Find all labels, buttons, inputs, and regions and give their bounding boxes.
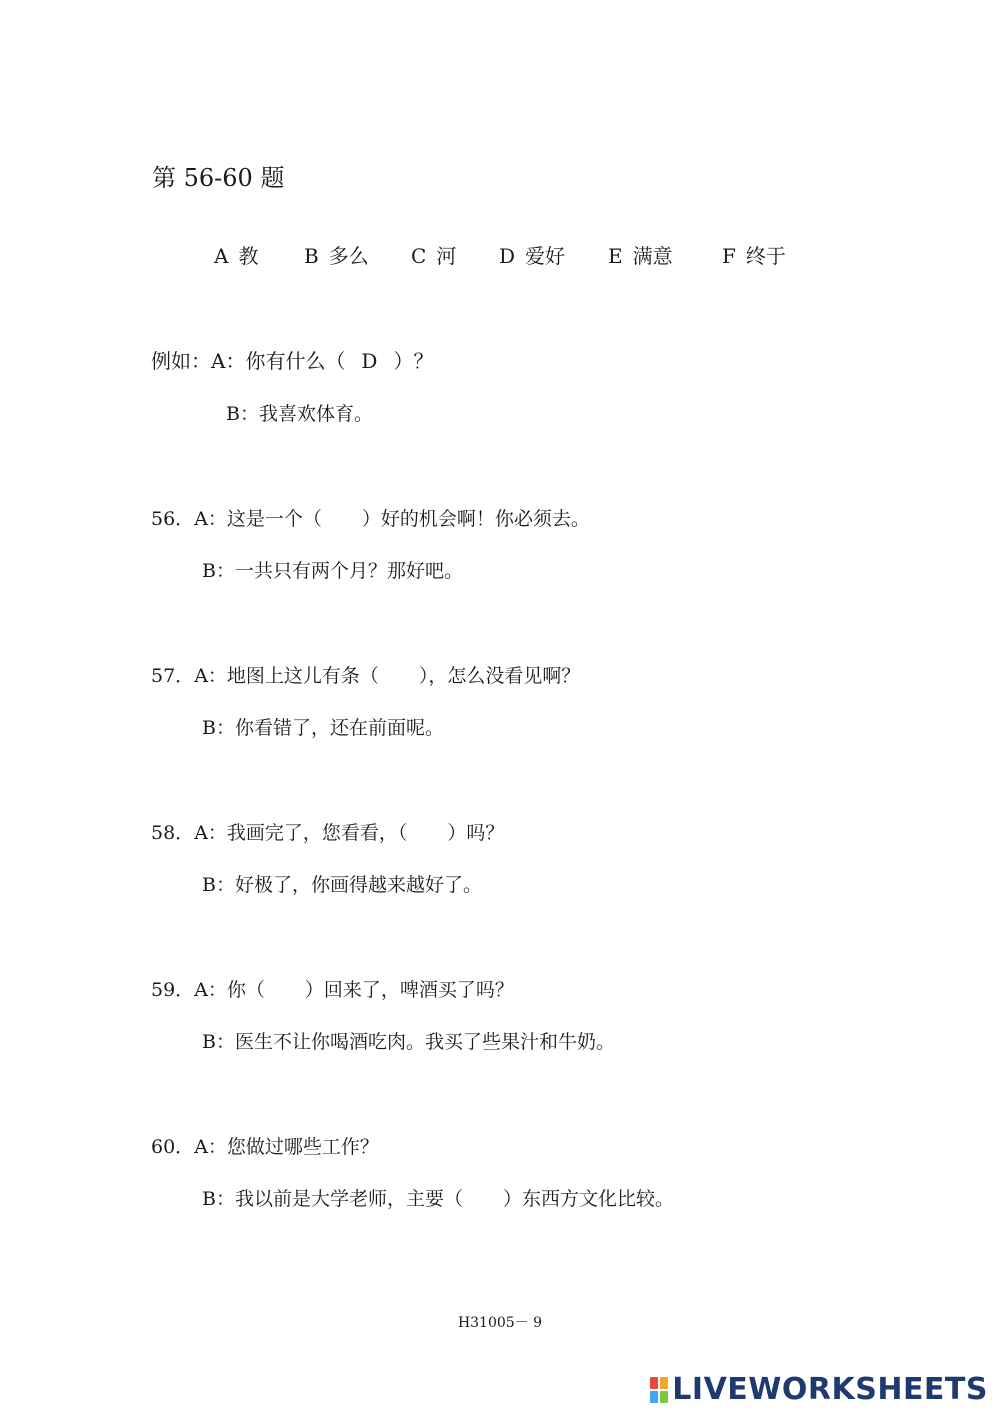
option-word: 河: [436, 244, 457, 268]
option-letter: F: [722, 244, 736, 268]
question-a-pre: A：您做过哪些工作？: [194, 1136, 379, 1158]
question-a-pre: A：地图上这儿有条（: [194, 665, 379, 687]
option-f: [722, 240, 786, 269]
brand-logo[interactable]: [650, 1372, 988, 1407]
question-a-pre: A：这是一个（: [194, 508, 322, 530]
question-number: 59．: [151, 979, 195, 1001]
liveworksheets-logo-icon: [650, 1377, 668, 1403]
question-56-line-a: [151, 504, 590, 531]
option-e: [608, 240, 673, 269]
question-a-post: ）吗？: [447, 822, 505, 844]
logo-block: [660, 1391, 668, 1403]
option-word: 终于: [745, 244, 786, 268]
question-57-line-b: B：你看错了，还在前面呢。: [202, 717, 444, 739]
option-word: 爱好: [525, 244, 566, 268]
question-a-pre: A：你（: [194, 979, 265, 1001]
logo-block: [650, 1377, 658, 1389]
question-number: 60．: [151, 1136, 195, 1158]
option-c: [411, 240, 456, 269]
example-answer: D: [361, 349, 378, 373]
question-a-post: ）回来了，啤酒买了吗？: [304, 979, 514, 1001]
question-59-line-b: B：医生不让你喝酒吃肉。我买了些果汁和牛奶。: [202, 1031, 615, 1053]
question-a-pre: A：我画完了，您看看，（: [194, 822, 408, 844]
option-word: 满意: [632, 244, 673, 268]
question-56-line-b: B：一共只有两个月？那好吧。: [202, 560, 463, 582]
question-58-line-b: B：好极了，你画得越来越好了。: [202, 874, 482, 896]
option-b: [304, 240, 369, 269]
option-letter: E: [608, 244, 623, 268]
logo-block: [650, 1391, 658, 1403]
page-footer: H31005－ 9: [457, 1315, 543, 1331]
example-prefix: 例如：A：你有什么（: [151, 349, 346, 373]
option-letter: A: [214, 244, 229, 268]
option-letter: D: [499, 244, 516, 268]
option-word: 多么: [328, 244, 369, 268]
section-title: 第 56-60 题: [152, 164, 285, 192]
question-number: 58．: [151, 822, 195, 844]
question-number: 57．: [151, 665, 195, 687]
question-60-line-b: [202, 1184, 674, 1211]
question-57-line-a: [151, 661, 580, 688]
option-letter: B: [304, 244, 319, 268]
question-b-pre: B：我以前是大学老师，主要（: [202, 1188, 463, 1210]
option-letter: C: [411, 244, 427, 268]
question-60-line-a: [151, 1132, 379, 1159]
logo-block: [660, 1377, 668, 1389]
option-a: [214, 240, 258, 269]
question-58-line-a: [151, 818, 504, 845]
question-a-post: ），怎么没看见啊？: [418, 665, 581, 687]
question-number: 56．: [151, 508, 195, 530]
question-b-post: ）东西方文化比较。: [502, 1188, 674, 1210]
question-59-line-a: [151, 975, 514, 1002]
example-line-a: [151, 345, 433, 374]
option-word: 教: [238, 244, 259, 268]
option-d: [499, 240, 565, 269]
brand-name: LIVEWORKSHEETS: [672, 1372, 988, 1407]
example-suffix: ）？: [393, 349, 434, 373]
question-a-post: ）好的机会啊！你必须去。: [361, 508, 590, 530]
example-line-b: B：我喜欢体育。: [226, 403, 373, 425]
